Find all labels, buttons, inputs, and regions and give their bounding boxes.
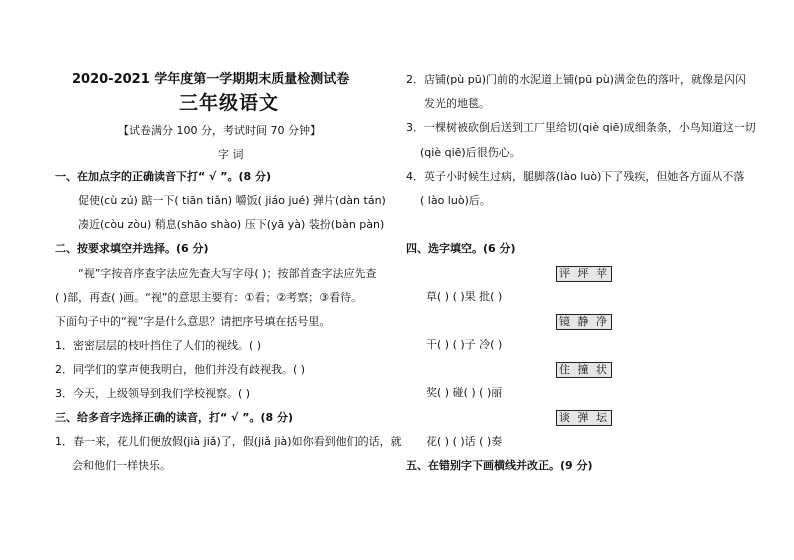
q1-row-2: 凑近(còu zòu) 稍息(shāo shào) 压下(yā yà) 装扮(bàn pàn) [78, 218, 385, 231]
exam-info: 【试卷满分 100 分，考试时间 70 分钟】 [118, 124, 321, 137]
q3-item-4-line-1: 4．英子小时候生过病，腿脚落(lào luò)下了残疾，但她各方面从不落 [406, 170, 745, 183]
q3-item-2-line-2: 发光的地毯。 [424, 97, 490, 110]
q4-char-box-2: 镜 静 净 [556, 314, 612, 330]
q3-heading: 三、给多音字选择正确的读音，打“ √ ”。(8 分) [55, 411, 293, 424]
q4-heading: 四、选字填空。(6 分) [406, 242, 516, 255]
exam-title: 2020-2021 学年度第一学期期末质量检测试卷 [72, 72, 350, 87]
subject-title: 三年级语文 [179, 92, 280, 114]
q5-heading: 五、在错别字下画横线并改正。(9 分) [406, 459, 593, 472]
q1-heading: 一、在加点字的正确读音下打“ √ ”。(8 分) [55, 170, 271, 183]
q4-fill-line-3: 奖( ) 碰( ) ( )丽 [426, 386, 503, 399]
q3-item-4-line-2: ( lào luò)后。 [420, 194, 491, 207]
q1-row-1: 促使(cù zú) 踮一下( tiān tiǎn) 嚼饭( jiáo jué) 弹片(dàn tán) [78, 194, 386, 207]
q2-item-2: 2．同学们的掌声使我明白，他们并没有歧视我。( ) [55, 363, 306, 376]
q2-item-3: 3．今天，上级领导到我们学校视察。( ) [55, 387, 251, 400]
section-label: 字 词 [218, 148, 244, 161]
q4-fill-line-1: 草( ) ( )果 批( ) [426, 290, 503, 303]
q3-item-1-line-1: 1．春一来，花儿们便放假(jià jiǎ)了，假(jiǎ jià)如你看到他们的话，就 [55, 435, 402, 448]
q4-fill-line-4: 花( ) ( )话 ( )奏 [426, 435, 503, 448]
q2-line-1: “视”字按音序查字法应先查大写字母( )；按部首查字法应先查 [78, 267, 377, 280]
q4-fill-line-2: 干( ) ( )子 冷( ) [426, 338, 503, 351]
q4-char-box-1: 评 坪 苹 [556, 266, 612, 282]
q2-item-1: 1．密密层层的枝叶挡住了人们的视线。( ) [55, 339, 262, 352]
q4-char-box-4: 谈 弹 坛 [556, 410, 612, 426]
q3-item-1-line-2: 会和他们一样快乐。 [72, 459, 171, 472]
q2-heading: 二、按要求填空并选择。(6 分) [55, 242, 209, 255]
q3-item-2-line-1: 2．店铺(pù pū)门前的水泥道上铺(pū pù)满金色的落叶，就像是闪闪 [406, 73, 746, 86]
q2-line-3: 下面句子中的“视”字是什么意思？请把序号填在括号里。 [55, 315, 331, 328]
q2-line-2: ( )部，再查( )画。“视”的意思主要有：①看；②考察；③看待。 [55, 291, 363, 304]
q3-item-3-line-1: 3．一棵树被砍倒后送到工厂里给切(qiè qiē)成细条条，小鸟知道这一切 [406, 121, 756, 134]
q3-item-3-line-2: (qiè qiē)后很伤心。 [420, 146, 521, 159]
q4-char-box-3: 住 撞 状 [556, 362, 612, 378]
